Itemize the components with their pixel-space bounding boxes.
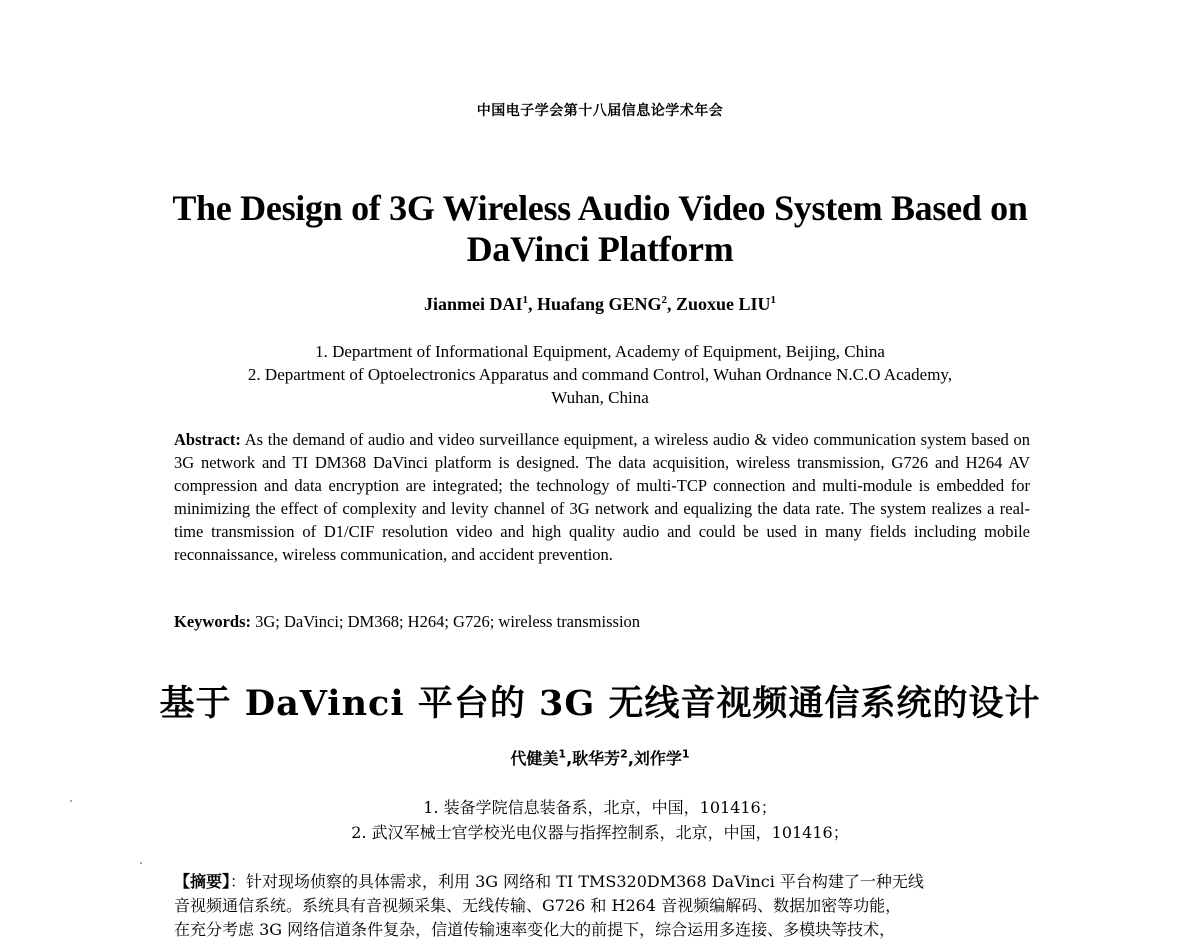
abstract-paragraph <box>174 428 1030 566</box>
chinese-affiliation-line: 1. 装备学院信息装备系，北京，中国，101416； <box>423 798 777 817</box>
abstract-label: Abstract: <box>174 430 241 449</box>
paper-title-line-2: DaVinci Platform <box>466 229 734 269</box>
cn-author-separator: , <box>566 749 573 768</box>
cn-author-affiliation-mark: 1 <box>558 747 567 761</box>
cn-author-affiliation-mark: 2 <box>620 747 628 761</box>
affiliation-line: 1. Department of Informational Equipment, Academy of Equipment, Beijing, China <box>315 342 885 361</box>
cn-author-name: 刘作学 <box>633 749 682 768</box>
scan-speck <box>140 862 142 864</box>
author-affiliation-mark: 1 <box>770 294 777 306</box>
author-name: Zuoxue LIU <box>676 294 771 314</box>
cn-abstract-line <box>174 870 1030 894</box>
author-affiliation-mark: 1 <box>522 294 528 306</box>
cn-author-affiliation-mark: 1 <box>681 747 690 761</box>
chinese-abstract <box>174 870 1030 942</box>
cn-abstract-label: 【摘要】 <box>174 872 231 891</box>
keywords-text: 3G; DaVinci; DM368; H264; G726; wireless transmission <box>255 612 641 631</box>
chinese-affiliation-line: 2. 武汉军械士官学校光电仪器与指挥控制系，北京，中国，101416； <box>351 823 849 842</box>
affiliation-line: 2. Department of Optoelectronics Apparatus and command Control, Wuhan Ordnance N.C.O Academy, <box>247 365 953 384</box>
cn-abstract-line: 音视频通信系统。系统具有音视频采集、无线传输、G726 和 H264 音视频编解码、数据加密等功能， <box>174 896 902 915</box>
author-name: Huafang GENG <box>536 294 662 314</box>
author-affiliation-mark: 2 <box>661 294 667 306</box>
cn-author-name: 耿华芳 <box>572 749 621 768</box>
cn-abstract-text: ：针对现场侦察的具体需求，利用 3G 网络和 TI TMS320DM368 DaVinci 平台构建了一种无线 <box>230 872 924 891</box>
conference-header: 中国电子学会第十八届信息论学术年会 <box>476 103 724 119</box>
cn-author-separator: , <box>627 749 634 768</box>
chinese-author-list <box>0 746 1200 769</box>
keywords-line <box>174 612 640 632</box>
scan-speck <box>70 800 72 802</box>
chinese-title: 基于 DaVinci 平台的 3G 无线音视频通信系统的设计 <box>159 683 1041 724</box>
cn-author-name: 代健美 <box>510 749 559 768</box>
cn-abstract-line: 在充分考虑 3G 网络信道条件复杂，信道传输速率变化大的前提下，综合运用多连接、多模块等技术， <box>174 920 896 939</box>
abstract-text: As the demand of audio and video surveillance equipment, a wireless audio & video communication system based on 3G network and TI DM368 DaVinci platform is designed. The data acquisition, wireless transmission, G726 and H264 AV compression and data encryption are integrated; the technology of multi-TCP connection and multi-module is embedded for minimizing the effect of complexity and levity channel of 3G network and equalizing the data rate. The system realizes a real-time transmission of D1/CIF resolution video and high quality audio and could be used in many fields including mobile reconnaissance, wireless communication, and accident prevention. <box>174 430 1031 564</box>
author-list: Jianmei DAI$^1$, Huafang GENG$^2$, Zuoxue LIU$^1$ <box>423 294 777 314</box>
paper-title-line-1: The Design of 3G Wireless Audio Video System Based on <box>172 188 1028 228</box>
keywords-label: Keywords: <box>174 612 251 631</box>
author-name: Jianmei DAI <box>423 294 523 314</box>
affiliation-line: Wuhan, China <box>551 388 649 407</box>
